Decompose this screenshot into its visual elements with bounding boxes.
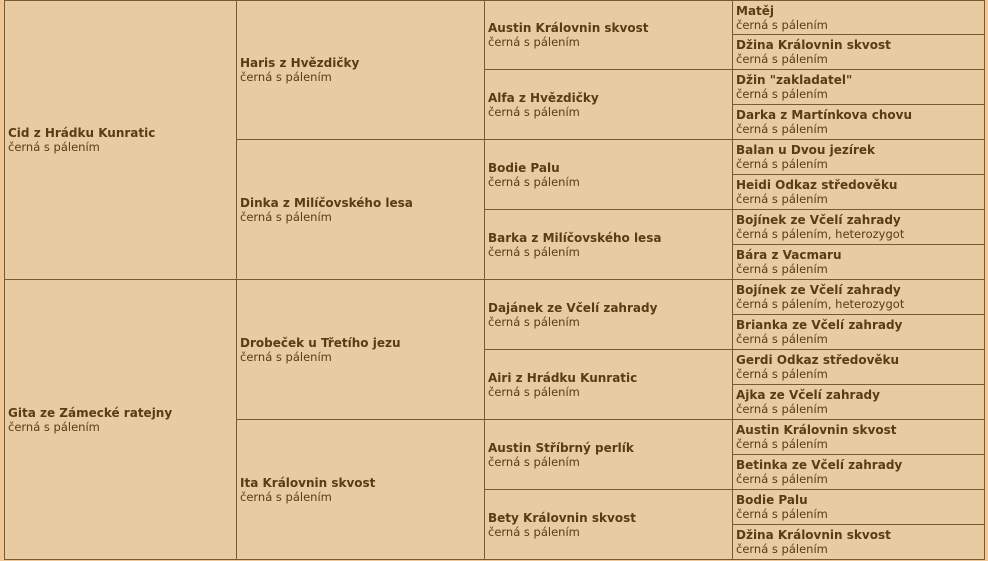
- ancestor-name[interactable]: Cid z Hrádku Kunratic: [8, 126, 156, 140]
- ancestor-name[interactable]: Airi z Hrádku Kunratic: [488, 370, 638, 385]
- ancestor-name[interactable]: Bodie Palu: [736, 493, 808, 507]
- pedigree-cell-gen4: [733, 315, 985, 350]
- pedigree-cell-gen4: [733, 35, 985, 70]
- ancestor-name[interactable]: Džina Královnin skvost: [736, 38, 891, 52]
- ancestor-color: černá s pálením: [736, 332, 828, 346]
- ancestor-color: černá s pálením: [240, 349, 332, 364]
- ancestor-name[interactable]: Bojínek ze Včelí zahrady: [736, 283, 901, 297]
- ancestor-color: černá s pálením: [488, 104, 580, 119]
- ancestor-color: černá s pálením: [488, 384, 580, 399]
- ancestor-color: černá s pálením: [240, 209, 332, 224]
- pedigree-cell-gen3: [485, 1, 733, 70]
- ancestor-name[interactable]: Bety Královnin skvost: [488, 510, 636, 525]
- ancestor-color: černá s pálením: [240, 70, 332, 84]
- ancestor-name[interactable]: Ita Královnin skvost: [240, 475, 376, 490]
- ancestor-name[interactable]: Dajánek ze Včelí zahrady: [488, 300, 658, 315]
- ancestor-color: černá s pálením: [736, 262, 828, 276]
- ancestor-color: černá s pálením, heterozygot: [736, 297, 905, 311]
- ancestor-name[interactable]: Džina Královnin skvost: [736, 528, 891, 542]
- ancestor-name[interactable]: Balan u Dvou jezírek: [736, 143, 876, 157]
- pedigree-cell-gen4: [733, 70, 985, 105]
- ancestor-color: černá s pálením: [736, 437, 828, 451]
- ancestor-color: černá s pálením: [736, 157, 828, 171]
- ancestor-color: černá s pálením: [736, 402, 828, 416]
- ancestor-color: černá s pálením: [488, 35, 580, 49]
- ancestor-name[interactable]: Bojínek ze Včelí zahrady: [736, 213, 901, 227]
- ancestor-color: černá s pálením: [736, 17, 828, 32]
- ancestor-name[interactable]: Austin Královnin skvost: [736, 423, 897, 437]
- ancestor-name[interactable]: Bára z Vacmaru: [736, 248, 842, 262]
- pedigree-cell-gen2: [237, 420, 485, 560]
- ancestor-color: černá s pálením: [736, 507, 828, 521]
- ancestor-name[interactable]: Gerdi Odkaz středověku: [736, 353, 900, 367]
- ancestor-color: černá s pálením: [8, 419, 100, 434]
- ancestor-name[interactable]: Haris z Hvězdičky: [240, 56, 360, 70]
- pedigree-cell-gen3: [485, 350, 733, 420]
- ancestor-name[interactable]: Džin "zakladatel": [736, 73, 853, 87]
- ancestor-color: černá s pálením: [736, 52, 828, 66]
- pedigree-cell-gen3: [485, 420, 733, 490]
- pedigree-cell-gen4: [733, 280, 985, 315]
- ancestor-color: černá s pálením: [736, 367, 828, 381]
- ancestor-name[interactable]: Matěj: [736, 3, 775, 18]
- pedigree-cell-gen4: [733, 350, 985, 385]
- pedigree-cell-gen4: [733, 105, 985, 140]
- pedigree-cell-gen3: [485, 490, 733, 560]
- ancestor-color: černá s pálením, heterozygot: [736, 227, 905, 241]
- pedigree-cell-gen4: [733, 385, 985, 420]
- ancestor-name[interactable]: Austin Královnin skvost: [488, 21, 649, 35]
- ancestor-name[interactable]: Alfa z Hvězdičky: [488, 90, 599, 105]
- pedigree-cell-gen4: [733, 420, 985, 455]
- pedigree-cell-gen4: [733, 140, 985, 175]
- ancestor-name[interactable]: Betinka ze Včelí zahrady: [736, 458, 903, 472]
- ancestor-name[interactable]: Dinka z Milíčovského lesa: [240, 195, 413, 210]
- ancestor-color: černá s pálením: [736, 192, 828, 206]
- ancestor-color: černá s pálením: [488, 524, 580, 539]
- pedigree-cell-gen2: [237, 1, 485, 140]
- ancestor-name[interactable]: Barka z Milíčovského lesa: [488, 230, 662, 245]
- pedigree-cell-gen2: [237, 280, 485, 420]
- pedigree-cell-gen4: [733, 525, 985, 560]
- pedigree-cell-gen4: [733, 1, 985, 35]
- ancestor-name[interactable]: Drobeček u Třetího jezu: [240, 335, 401, 350]
- ancestor-color: černá s pálením: [240, 489, 332, 504]
- pedigree-cell-gen1: [5, 280, 237, 560]
- ancestor-color: černá s pálením: [736, 542, 828, 556]
- pedigree-cell-gen3: [485, 210, 733, 280]
- ancestor-name[interactable]: Gita ze Zámecké ratejny: [8, 405, 173, 420]
- ancestor-name[interactable]: Austin Stříbrný perlík: [488, 440, 634, 455]
- pedigree-table: [4, 0, 985, 560]
- ancestor-name[interactable]: Brianka ze Včelí zahrady: [736, 318, 903, 332]
- ancestor-color: černá s pálením: [488, 314, 580, 329]
- pedigree-cell-gen1: [5, 1, 237, 280]
- ancestor-color: černá s pálením: [736, 472, 828, 486]
- pedigree-cell-gen3: [485, 280, 733, 350]
- ancestor-color: černá s pálením: [488, 174, 580, 189]
- pedigree-cell-gen2: [237, 140, 485, 280]
- pedigree-cell-gen4: [733, 175, 985, 210]
- pedigree-cell-gen4: [733, 455, 985, 490]
- ancestor-color: černá s pálením: [736, 87, 828, 101]
- ancestor-name[interactable]: Heidi Odkaz středověku: [736, 178, 898, 192]
- ancestor-color: černá s pálením: [488, 244, 580, 259]
- ancestor-color: černá s pálením: [488, 454, 580, 469]
- pedigree-cell-gen4: [733, 490, 985, 525]
- ancestor-name[interactable]: Darka z Martínkova chovu: [736, 108, 913, 122]
- pedigree-cell-gen3: [485, 70, 733, 140]
- pedigree-row: [5, 1, 985, 35]
- ancestor-name[interactable]: Bodie Palu: [488, 160, 560, 175]
- ancestor-color: černá s pálením: [8, 140, 100, 154]
- ancestor-color: černá s pálením: [736, 122, 828, 136]
- pedigree-cell-gen4: [733, 210, 985, 245]
- pedigree-cell-gen3: [485, 140, 733, 210]
- pedigree-cell-gen4: [733, 245, 985, 280]
- pedigree-row: [5, 280, 985, 315]
- ancestor-name[interactable]: Ajka ze Včelí zahrady: [736, 388, 880, 402]
